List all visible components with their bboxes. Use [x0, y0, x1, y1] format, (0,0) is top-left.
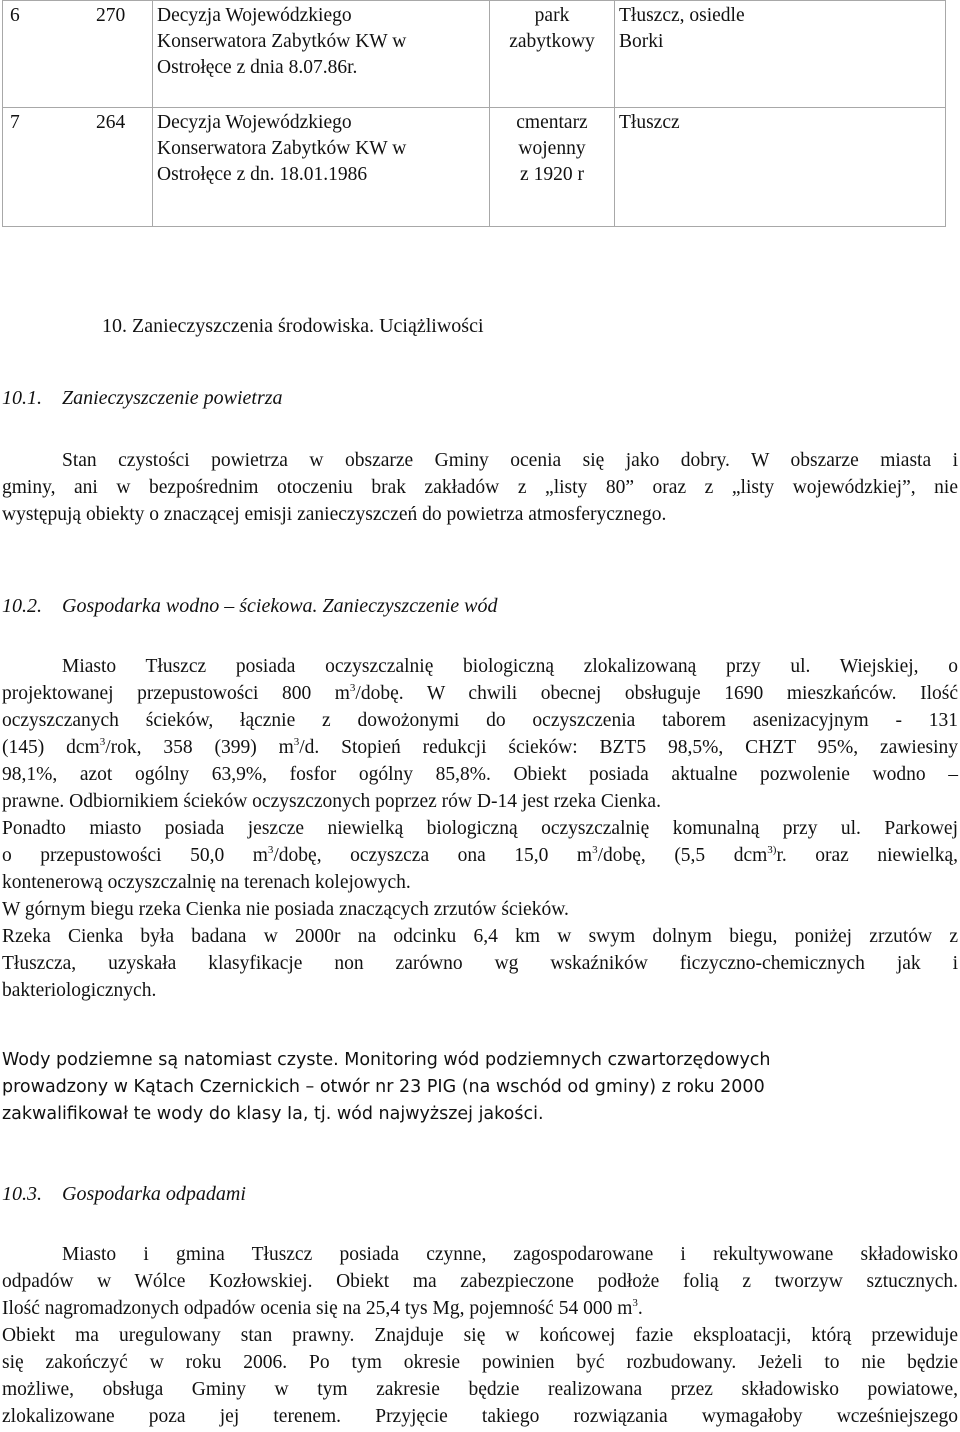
text-line: bakteriologicznych. — [2, 980, 157, 1001]
text-line: o przepustowości 50,0 $m^3$/dobę, oczyszcza ona 15,0 $m^3$/dobę, (5,5 dcm$^{3)}$r. oraz niewielką, — [2, 844, 958, 866]
subsection-title: Gospodarka wodno – ściekowa. Zanieczyszczenie wód — [62, 595, 498, 617]
decision-cell — [153, 108, 490, 227]
waste-paragraph — [2, 1241, 958, 1430]
subsection-number: 10.1. — [2, 387, 42, 409]
register-number: 270 — [92, 1, 153, 108]
object-cell — [490, 1, 615, 108]
text-line: Obiekt ma uregulowany stan prawny. Znajduje się w końcowej fazie eksploatacji, którą przewiduje — [2, 1325, 958, 1346]
text-line: (145) dcm$^3$/rok, 358 (399) $m^3/d$. Stopień redukcji ścieków: BZT5 98,5%, CHZT 95%, zawiesiny — [2, 736, 958, 758]
text-line: możliwe, obsługa Gminy w tym zakresie będzie realizowana przez składowisko powiatowe, — [2, 1379, 958, 1400]
text-line: zakwalifikował te wody do klasy Ia, tj. wód najwyższej jakości. — [2, 1104, 544, 1124]
groundwater-paragraph — [2, 1047, 958, 1128]
object-line: park — [534, 5, 570, 26]
text-line: W górnym biegu rzeka Cienka nie posiada znaczących zrzutów ścieków. — [2, 899, 569, 920]
text-line: prowadzony w Kątach Czernickich – otwór nr 23 PIG (na wschód od gminy) z roku 2000 — [2, 1077, 765, 1097]
wastewater-paragraph — [2, 653, 958, 1004]
text-line: Miasto Tłuszcz posiada oczyszczalnię biologiczną zlokalizowaną przy ul. Wiejskiej, o — [62, 656, 958, 677]
text-line: 98,1%, azot ogólny 63,9%, fosfor ogólny 85,8%. Obiekt posiada aktualne pozwolenie wodno – — [2, 764, 958, 785]
object-line: cmentarz — [516, 112, 588, 133]
monuments-table — [2, 0, 946, 227]
subsection-title: Zanieczyszczenie powietrza — [62, 387, 283, 409]
table-row — [3, 108, 946, 227]
register-number: 264 — [92, 108, 153, 227]
decision-cell — [153, 1, 490, 108]
object-line: zabytkowy — [509, 31, 595, 52]
text-line: występują obiekty o znaczącej emisji zanieczyszczeń do powietrza atmosferycznego. — [2, 504, 667, 525]
table-row — [3, 1, 946, 108]
text-line: odpadów w Wólce Kozłowskiej. Obiekt ma zabezpieczone podłoże folią z tworzyw sztucznych. — [2, 1271, 958, 1292]
text-line: prawne. Odbiornikiem ścieków oczyszczonych poprzez rów D-14 jest rzeka Cienka. — [2, 791, 661, 812]
location-line: Borki — [619, 31, 664, 52]
text-line: się zakończyć w roku 2006. Po tym okresie powinien być rozbudowany. Jeżeli to nie będzie — [2, 1352, 958, 1373]
location-cell — [615, 108, 946, 227]
air-quality-paragraph — [2, 447, 958, 528]
decision-line: Ostrołęce z dnia 8.07.86r. — [157, 57, 358, 78]
object-line: wojenny — [518, 138, 586, 159]
decision-line: Konserwatora Zabytków KW w — [157, 31, 407, 52]
subsection-number: 10.3. — [2, 1183, 42, 1205]
location-cell — [615, 1, 946, 108]
text-line: gminy, ani w bezpośrednim otoczeniu brak zakładów z „listy 80” oraz z „listy wojewódzkiej”, nie — [2, 477, 958, 498]
decision-line: Decyzja Wojewódzkiego — [157, 5, 352, 26]
row-number: 7 — [3, 108, 93, 227]
object-cell — [490, 108, 615, 227]
row-number: 6 — [3, 1, 93, 108]
text-line: Ponadto miasto posiada jeszcze niewielką biologiczną oczyszczalnię komunalną przy ul. Parkowej — [2, 818, 958, 839]
text-line: oczyszczanych ścieków, łącznie z dowożonymi do oczyszczenia taborem asenizacyjnym - 131 — [2, 710, 958, 731]
location-line: Tłuszcz, osiedle — [619, 5, 745, 26]
text-line: Wody podziemne są natomiast czyste. Monitoring wód podziemnych czwartorzędowych — [2, 1050, 771, 1070]
subsection-number: 10.2. — [2, 595, 42, 617]
text-line: projektowanej przepustowości 800 $m^3$/dobę. W chwili obecnej obsługuje 1690 mieszkańców. Ilość — [2, 682, 959, 704]
subsection-heading-waste — [2, 1180, 246, 1208]
subsection-heading-water — [2, 592, 498, 620]
text-line: Miasto i gmina Tłuszcz posiada czynne, zagospodarowane i rekultywowane składowisko — [62, 1244, 958, 1265]
subsection-title: Gospodarka odpadami — [62, 1183, 246, 1205]
text-line: Ilość nagromadzonych odpadów ocenia się na 25,4 tys Mg, pojemność 54 000 $m^3$. — [2, 1297, 643, 1319]
object-line: z 1920 r — [520, 164, 584, 185]
decision-line: Decyzja Wojewódzkiego — [157, 112, 352, 133]
section-heading: 10. Zanieczyszczenia środowiska. Uciążliwości — [102, 315, 484, 337]
text-line: Stan czystości powietrza w obszarze Gminy ocenia się jako dobry. W obszarze miasta i — [62, 450, 958, 471]
subsection-heading-air — [2, 384, 283, 412]
text-line: kontenerową oczyszczalnię na terenach kolejowych. — [2, 872, 411, 893]
text-line: Rzeka Cienka była badana w 2000r na odcinku 6,4 km w swym dolnym biegu, poniżej zrzutów z — [2, 926, 958, 947]
text-line: zlokalizowane poza jej terenem. Przyjęcie takiego rozwiązania wymagałoby wcześniejszego — [2, 1406, 958, 1427]
decision-line: Ostrołęce z dn. 18.01.1986 — [157, 164, 368, 185]
decision-line: Konserwatora Zabytków KW w — [157, 138, 407, 159]
location-line: Tłuszcz — [619, 112, 680, 133]
text-line: Tłuszcza, uzyskała klasyfikacje non zarówno wg wskaźników ficzyczno-chemicznych jak i — [2, 953, 958, 974]
